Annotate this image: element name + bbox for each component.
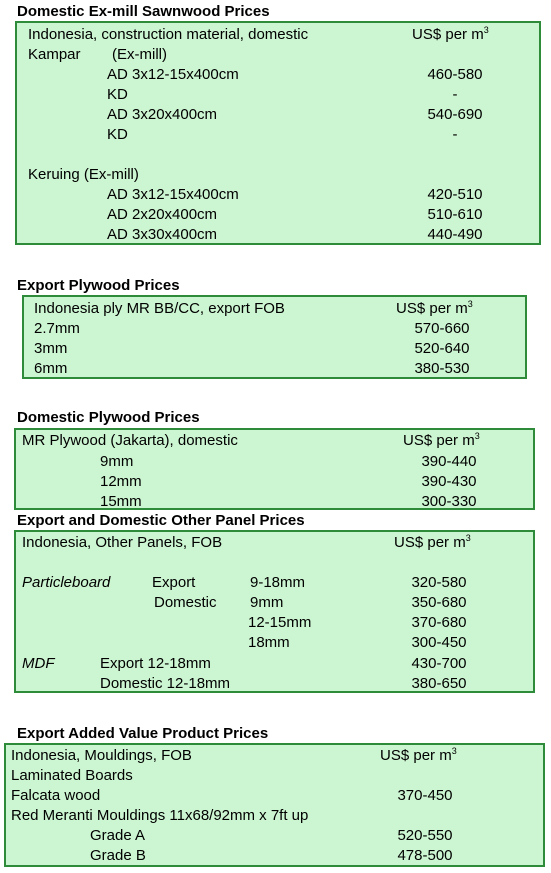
particleboard-label: Particleboard: [22, 574, 111, 591]
kampar-row-label: AD 3x12-15x400cm: [107, 66, 239, 83]
particleboard-domestic-label: Domestic: [154, 594, 217, 611]
added-value-unit: US$ per $m^3$: [380, 746, 457, 764]
mdf-row-label: Export 12-18mm: [100, 655, 211, 672]
export-plywood-title: Export Plywood Prices: [17, 277, 180, 294]
mdf-label: MDF: [22, 655, 55, 672]
keruing-row-price: 510-610: [427, 206, 483, 223]
export-plywood-row-label: 6mm: [34, 360, 68, 377]
domestic-plywood-unit: US$ per $m^3$: [403, 431, 480, 449]
falcata-label: Falcata wood: [11, 787, 101, 804]
particleboard-price: 300-450: [411, 634, 467, 651]
mdf-row-price: 430-700: [411, 655, 467, 672]
domestic-plywood-row-label: 15mm: [100, 493, 142, 510]
keruing-row-label: AD 3x12-15x400cm: [107, 186, 239, 203]
particleboard-size: 9-18mm: [250, 574, 306, 591]
kampar-row-price: -: [452, 126, 458, 143]
other-panels-unit: US$ per $m^3$: [394, 533, 471, 551]
domestic-plywood-row-price: 390-440: [421, 453, 477, 470]
keruing-row-price: 420-510: [427, 186, 483, 203]
keruing-row-label: AD 3x30x400cm: [107, 226, 218, 243]
domestic-plywood-row-label: 9mm: [100, 453, 134, 470]
particleboard-size: 9mm: [250, 594, 284, 611]
other-panels-header: Indonesia, Other Panels, FOB: [22, 534, 223, 551]
grade-label: Grade A: [90, 827, 146, 844]
domestic-plywood-title: Domestic Plywood Prices: [17, 409, 200, 426]
grade-label: Grade B: [90, 847, 146, 864]
export-plywood-row-price: 570-660: [414, 320, 470, 337]
export-plywood-header: Indonesia ply MR BB/CC, export FOB: [34, 300, 285, 317]
kampar-row-label: KD: [107, 126, 128, 143]
mdf-row-price: 380-650: [411, 675, 467, 692]
export-plywood-unit: US$ per $m^3$: [396, 299, 473, 317]
keruing-row-label: AD 2x20x400cm: [107, 206, 218, 223]
particleboard-size: 18mm: [248, 634, 290, 651]
mdf-row-label: Domestic 12-18mm: [100, 675, 231, 692]
export-plywood-table: [22, 295, 527, 379]
sawnwood-unit: US$ per $m^3$: [412, 25, 489, 43]
sawnwood-header: Indonesia, construction material, domestic: [28, 26, 309, 43]
grade-price: 520-550: [397, 827, 453, 844]
kampar-row-label: AD 3x20x400cm: [107, 106, 218, 123]
added-value-header: Indonesia, Mouldings, FOB: [11, 747, 192, 764]
particleboard-export-label: Export: [152, 574, 196, 591]
domestic-plywood-header: MR Plywood (Jakarta), domestic: [22, 432, 238, 449]
particleboard-price: 320-580: [411, 574, 467, 591]
other-panels-title: Export and Domestic Other Panel Prices: [17, 512, 305, 529]
domestic-plywood-row-price: 300-330: [421, 493, 477, 510]
particleboard-price: 370-680: [411, 614, 467, 631]
kampar-note: (Ex-mill): [112, 46, 167, 63]
domestic-plywood-row-price: 390-430: [421, 473, 477, 490]
export-plywood-row-price: 520-640: [414, 340, 470, 357]
keruing-row-price: 440-490: [427, 226, 483, 243]
grade-price: 478-500: [397, 847, 453, 864]
other-panels-table: [14, 530, 535, 693]
particleboard-price: 350-680: [411, 594, 467, 611]
particleboard-size: 12-15mm: [248, 614, 312, 631]
export-plywood-row-label: 2.7mm: [34, 320, 80, 337]
export-plywood-row-price: 380-530: [414, 360, 470, 377]
kampar-row-label: KD: [107, 86, 128, 103]
domestic-plywood-row-label: 12mm: [100, 473, 142, 490]
meranti-label: Red Meranti Mouldings 11x68/92mm x 7ft up: [11, 807, 309, 824]
kampar-row-price: 540-690: [427, 106, 483, 123]
domestic-plywood-table: [14, 428, 535, 510]
kampar-label: Kampar: [28, 46, 81, 63]
keruing-label: Keruing (Ex-mill): [28, 166, 139, 183]
added-value-table: [4, 743, 545, 867]
added-value-title: Export Added Value Product Prices: [17, 725, 269, 742]
falcata-price: 370-450: [397, 787, 453, 804]
kampar-row-price: -: [452, 86, 458, 103]
export-plywood-row-label: 3mm: [34, 340, 68, 357]
laminated-boards-label: Laminated Boards: [11, 767, 133, 784]
sawnwood-table: [15, 21, 541, 245]
kampar-row-price: 460-580: [427, 66, 483, 83]
sawnwood-title: Domestic Ex-mill Sawnwood Prices: [17, 3, 270, 20]
